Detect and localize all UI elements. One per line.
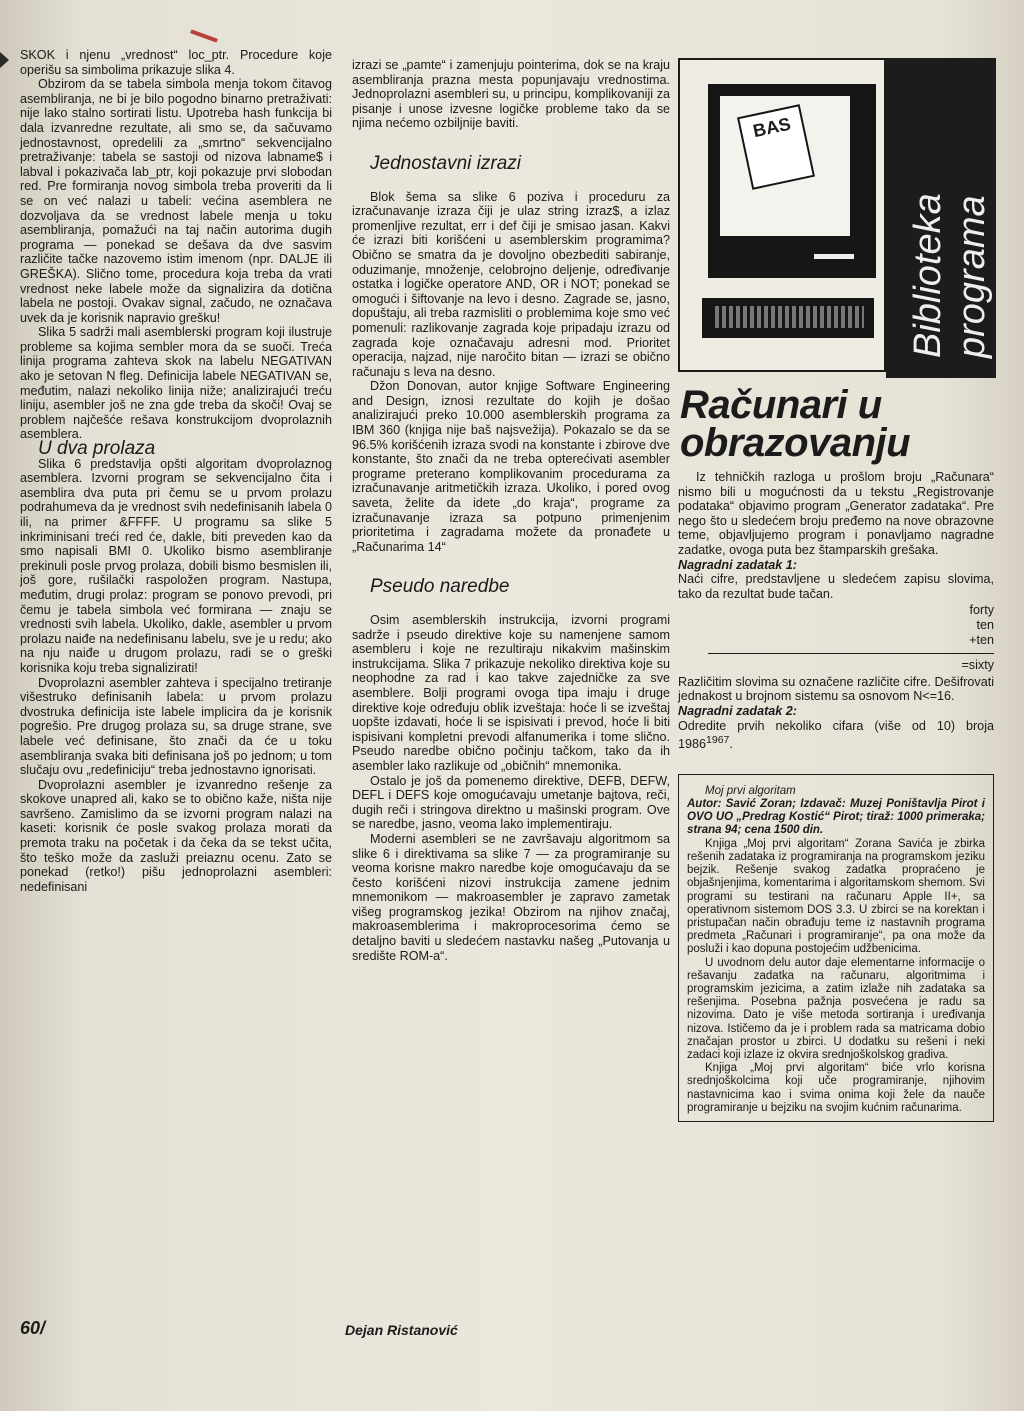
paragraph: SKOK i njenu „vrednost“ loc_ptr. Procedure koje operišu sa simbolima prikazuje slika 4. bbox=[20, 48, 332, 77]
keyboard-icon bbox=[702, 298, 874, 338]
disk-slot bbox=[814, 254, 854, 259]
math-line: +ten bbox=[969, 632, 994, 647]
red-ink-mark bbox=[190, 29, 218, 42]
monitor-screen bbox=[720, 96, 850, 236]
math-line: =sixty bbox=[961, 658, 994, 673]
paragraph: Odredite prvih nekoliko cifara (više od 10) broja $1986^{1967}$. bbox=[678, 718, 994, 752]
math-line: ten bbox=[976, 617, 994, 632]
paragraph: Dvoprolazni asembler zahteva i specijalno tretiranje višestruko definisanih labela: u prvom prolazu dvostruka definicija iste labele implicira da je korisnik pogrešio. Pre drugog prolaza su, sa druge strane, sve labele već definisane, što znači da će u toku asembliranja svaka biti definisana još po jednom; u tom slučaju ovu „redefiniciju“ treba jednostavno ignorisati. bbox=[20, 675, 332, 778]
math-rule bbox=[708, 653, 994, 654]
section-heading: U dva prolaza bbox=[38, 438, 156, 460]
task-label: Nagradni zadatak 2: bbox=[678, 703, 797, 718]
paragraph: Dvoprolazni asembler je izvanredno rešenje za skokove unapred ali, kako se to obično kaže, ništa nije savršeno. Zamislimo da se izvorni program nalazi na kaseti: korisnik će posle svakog prolaza morati da premota traku na početak i da čeka da se tekst učita, što teško može da zasluži preiaznu ocenu. Zato se ponekad (retko!) pišu jednoprolazni asembleri: nedefinisani bbox=[20, 777, 332, 894]
band-line: Biblioteka bbox=[907, 193, 949, 358]
paragraph: Džon Donovan, autor knjige Software Engineering and Design, iznosi rezultate do kojih je došao analizirajući preko 10.000 asemblerskih programa za IBM 360 (knjiga nije baš najsvežija). Pokazalo se da se 96.5% korišćenih izraza svodi na konstante i zbirove dve konstante, što znači da ne treba opterećivati asembler programe preterano komplikovanim procedurama za izračunavanje aritmetičkih izraza. Ukoliko, i pored ovog saveta, želite da idete „do kraja“, programe za izračunavanje izraza sa potpuno primenjenim prioritetima i zagradama možete da pronađete u „Računarima 14“ bbox=[352, 379, 670, 554]
keyboard-keys bbox=[712, 306, 864, 328]
paragraph: U uvodnom delu autor daje elementarne informacije o rešavanju zadatka na računaru, algoritmima i programskim jezicima, a zatim izlaže nih zadataka sa rešenjima. Posebna pažnja posvećena je radu sa nizovima. Dato je više metoda sortiranja i uređivanja nizova. Ističemo da je i problem rada sa matricama dobio značajan prostor u zbirci. U dodatku su rešeni i neki zadaci koji izlaze iz okvira srednjoškolskog gradiva. bbox=[687, 956, 985, 1061]
paragraph: Iz tehničkih razloga u prošlom broju „Računara“ nismo bili u mogućnosti da u tekstu „Registrovanje podataka“ objavimo program „Generator zadataka“. Pre nego što u sledećem broju pređemo na nove obrazovne teme, objavljujemo program i ponavljamo nagradne zadatke, ovoga puta bez štamparskih grešaka. bbox=[678, 470, 994, 557]
column-3 bbox=[678, 470, 994, 1122]
section-header-graphic bbox=[678, 58, 996, 378]
paragraph: Blok šema sa slike 6 poziva i proceduru za izračunavanje izraza čiji je ulaz string izraz$, a izlaz promenljive rezultat, err i def čiji je smisao jasan. Kakvi će izrazi biti korišćeni u asemblerskim programima? Obično se smatra da je dovoljno obezbediti sabiranje, oduzimanje, množenje, celobrojno deljenje, određivanje ostatka i logičke operatore AND, OR i NOT; ponekad se omogući i šiftovanje na levo i desno. Zagrade se, jasno, dopuštaju, ali treba razmisliti o problemima koje smo već pomenuli: razlikovanje zagrada koje pripadaju izrazu od zagrada koje označavaju adresni mod. Prioritet operacija, najzad, nije naročito bitan — izrazi se obično računaju s leva na desno. bbox=[352, 189, 670, 379]
section-heading: Jednostavni izrazi bbox=[370, 152, 522, 174]
section-band-text bbox=[906, 193, 994, 358]
paragraph: Knjiga „Moj prvi algoritam“ biće vrlo korisna srednjoškolcima koji uče programiranje, njihovim nastavnicima kao i svima onima koji žele da nauče programiranje u bejziku na svojim kućnim računarima. bbox=[687, 1062, 985, 1114]
task-label: Nagradni zadatak 1: bbox=[678, 557, 797, 572]
paragraph: Različitim slovima su označene različite cifre. Dešifrovati jednakost u brojnom sistemu sa osnovom N<=16. bbox=[678, 674, 994, 704]
exponent: 1967 bbox=[706, 734, 730, 747]
paragraph: Obzirom da se tabela simbola menja tokom čitavog asembliranja, ne bi je bilo pogodno binarno pretraživati: nije lako stalno sortirati listu. Upotreba hash funkcija bi dala izvanredne rezultate, ali smo se, da sačuvamo jednostavnost, opredelili za „smrtno“ sekvencijalno pretraživanje: tabela se sastoji od nizova labname$ i labval i pokazivača lab_ptr, koji pokazuje prvi slobodan red. Pre formiranja novog simbola treba proveriti da li se on već nalazi u tabeli: većina asemblera ne dozvoljava da se vrednost labele menja u toku asembliranja, pomažući na taj način autorima dugih programa — ponekad se dešava da dve sasvim različite tačke nazovemo istim imenom (npr. DALJE ili GREŠKA). Slično tome, procedura koja treba da vrati vrednost neke labele može da signalizira da dotična labela ne postoji. Ovakav signal, začudo, ne označava uvek da je korisnik napravio grešku! bbox=[20, 77, 332, 325]
book-review-box bbox=[678, 774, 994, 1122]
monitor-icon bbox=[708, 84, 876, 278]
paragraph: Knjiga „Moj prvi algoritam“ Zorana Savića je zbirka rešenih zadataka iz programiranja na programskom jeziku bejzik. Rešenje svakog zadatka propraćeno je objašnjenjima, komentarima i algoritamskom shemom. Svi programi su testirani na računaru Apple II+, sa operativnom sistemom DOS 3.3. U zbirci se na korektan i pristupačan način obrađuju teme iz nastavnih programa predmeta „Računari i programiranje“, pa ona može da posluži i kao dopuna postojećim udžbenicima. bbox=[687, 837, 985, 956]
box-title: Moj prvi algoritam bbox=[705, 784, 796, 797]
paper-sheet: BAS bbox=[737, 104, 815, 190]
title-line: Računari u bbox=[680, 383, 882, 427]
paragraph: Osim asemblerskih instrukcija, izvorni programi sadrže i pseudo direktive koje su namenjene samom asembleru i koje ne rezultiraju nikakvim mašinskim instrukcijama. Slika 7 prikazuje nekoliko direktiva koje su neophodne za rad i kao takve zajedničke za sve asemblere. Bolji programi ovoga tipa imaju i druge direktive koje određuju oblik izveštaja: hoće li se izveštaj uopšte izdavati, hoće li se ispisivati i prevod, hoće li biti ispisivani kompletni prevodi alfanumerika i tome slično. Pseudo naredbe obično počinju tačkom, tako da ih asembler lako razlikuje od „običnih“ mnemonika. bbox=[352, 613, 670, 773]
paragraph: izrazi se „pamte“ i zamenjuju pointerima, dok se na kraju asembliranja prazna mesta popunjavaju vrednostima. Jednoprolazni asembleri su, u principu, komplikovaniji za pisanje i unose izvesne logičke probleme tako da se njima nećemo ozbiljnije baviti. bbox=[352, 58, 670, 131]
section-band bbox=[886, 58, 996, 378]
math-line: forty bbox=[969, 603, 994, 618]
paragraph: Slika 6 predstavlja opšti algoritam dvoprolaznog asemblera. Izvorni program se sekvencijalno čita i asemblira dva puta pri čemu se u prvom prolazu podrahumeva da je vrednost svih nedefinisanih labela 0 ili, na primer &FFFF. U programu sa slike 5 inkriminisani treći red će, dakle, biti preveden kao da smo napisali BMI 0. Ukoliko bismo asembliranje prekinuli posle prvog prolaza, dobili bismo besmislen ili, još gore, rušilački raspoložen program. Nastupa, međutim, drugi prolaz: program se ponovo prevodi, pri čemu je tabela simbola već formirana — znaju se vrednosti svih labela. Ukoliko, dakle, asembler u prvom prolazu naiđe na nedefinisanu labelu, sve je u redu; ako na nju naiđe u drugom prolazu, radi se o greški korisnika koju treba signalizirati! bbox=[20, 456, 332, 675]
title-line: obrazovanju bbox=[680, 421, 911, 465]
column-1 bbox=[20, 48, 332, 894]
task-text: Odredite prvih nekoliko cifara (više od 10) broja 1986 bbox=[678, 718, 994, 752]
arrow-marker-icon bbox=[0, 52, 9, 68]
computer-illustration bbox=[678, 58, 886, 372]
band-line: programa bbox=[951, 195, 993, 358]
book-metadata: Autor: Savić Zoran; Izdavač: Muzej Poništavlja Pirot i OVO UO „Predrag Kostić“ Pirot; tiraž: 1000 primeraka; strana 94; cena 1500 din. bbox=[687, 798, 985, 837]
math-puzzle bbox=[678, 603, 994, 672]
paragraph: Slika 5 sadrži mali asemblerski program koji ilustruje probleme sa kojima sembler mora da se suoči. Treća linija programa zahteva skok na labelu NEGATIVAN ako je setovan N fleg. Definicija labele NEGATIVAN se, međutim, nalazi nekoliko linija niže; analizirajući treću liniju, asembler još ne zna gde treba da skoči! Ovaj se problem najčešće rešava konstrukcijom dvoprolaznih asemblera. bbox=[20, 325, 332, 442]
section-heading: Pseudo naredbe bbox=[370, 576, 510, 598]
page-number: 60/ bbox=[20, 1318, 46, 1338]
article-title bbox=[680, 383, 996, 465]
paragraph: Moderni asembleri se ne završavaju algoritmom sa slike 6 i direktivama sa slike 7 — za programiranje su veoma korisne makro naredbe koje omogućavaju da se često korišćeni nizovi instrukcija zamene jednim mnemonikom — makroasembler je zapravo zametak višeg programskog jezika! Obzirom na njihov značaj, makroasemblerima i makroprocesorima ćemo se detaljno baviti u sledećem nastavku našeg „Putovanja u središte ROM-a“. bbox=[352, 831, 670, 963]
paragraph: Naći cifre, predstavljene u sledećem zapisu slovima, tako da rezultat bude tačan. bbox=[678, 572, 994, 601]
column-2 bbox=[352, 58, 670, 963]
author-name: Dejan Ristanović bbox=[345, 1322, 458, 1338]
paragraph: Ostalo je još da pomenemo direktive, DEFB, DEFW, DEFL i DEFS koje omogućavaju umetanje bajtova, reči, dugih reči i stringova direktno u mašinski program. Ove se naredbe, jasno, veoma lako implementiraju. bbox=[352, 773, 670, 832]
